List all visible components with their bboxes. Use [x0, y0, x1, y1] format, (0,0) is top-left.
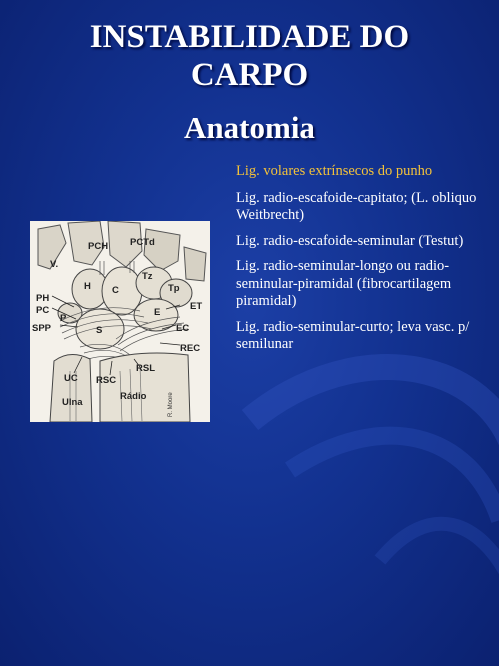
list-item: Lig. radio-seminular-curto; leva vasc. p/ semilunar	[236, 318, 470, 352]
title-line-1: INSTABILIDADE DO	[89, 19, 410, 55]
ligament-list	[236, 163, 491, 362]
label-c: C	[112, 285, 119, 296]
label-h: H	[84, 281, 91, 292]
label-et: ET	[190, 301, 203, 312]
label-radio: Rádio	[120, 391, 147, 402]
label-s: S	[96, 325, 103, 336]
label-tp: Tp	[168, 283, 180, 294]
label-rsl: RSL	[136, 363, 155, 374]
wrist-anatomy-drawing	[30, 221, 210, 422]
label-ulna: Ulna	[62, 397, 83, 408]
label-v: V.	[50, 259, 59, 270]
label-rsc: RSC	[96, 375, 117, 386]
title-line-2: CARPO	[190, 57, 309, 93]
wrist-ligament-illustration	[30, 221, 210, 422]
label-uc: UC	[64, 373, 78, 384]
label-ph: PH	[36, 293, 50, 304]
slide-title	[0, 18, 499, 94]
label-rec: REC	[180, 343, 201, 354]
label-ec: EC	[176, 323, 190, 334]
list-item: Lig. radio-escafoide-seminular (Testut)	[236, 232, 464, 249]
list-item: Lig. radio-escafoide-capitato; (L. obliquo Weitbrecht)	[236, 189, 477, 223]
label-tz: Tz	[142, 271, 153, 282]
label-p: P	[60, 313, 67, 324]
illustrator-signature: R. Moore	[168, 392, 174, 417]
label-spp: SPP	[32, 323, 52, 334]
label-pctd: PCTd	[130, 237, 155, 248]
slide-subtitle: Anatomia	[184, 110, 315, 145]
label-pc: PC	[36, 305, 50, 316]
list-heading: Lig. volares extrínsecos do punho	[236, 163, 433, 179]
label-pch: PCH	[88, 241, 109, 252]
label-e: E	[154, 307, 161, 318]
list-item: Lig. radio-seminular-longo ou radio-seminular-piramidal (fibrocartilagem piramidal)	[236, 258, 452, 309]
